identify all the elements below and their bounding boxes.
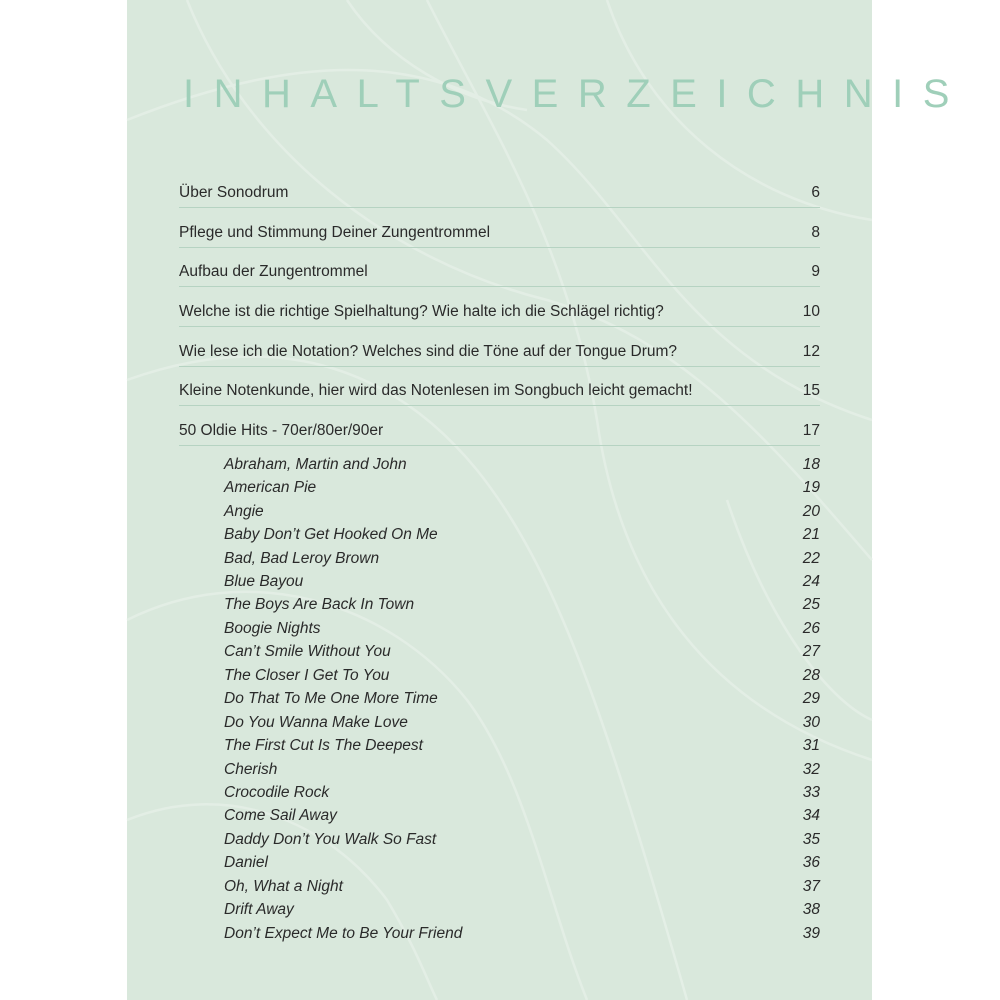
song-title: Don’t Expect Me to Be Your Friend bbox=[224, 924, 463, 942]
song-title: Do You Wanna Make Love bbox=[224, 713, 408, 731]
song-page: 19 bbox=[802, 479, 820, 497]
song-title: Bad, Bad Leroy Brown bbox=[224, 549, 380, 567]
toc-entry-label: Über Sonodrum bbox=[179, 184, 289, 201]
song-page: 30 bbox=[802, 713, 820, 731]
toc-entry[interactable] bbox=[179, 257, 820, 287]
toc-entry[interactable] bbox=[179, 218, 820, 248]
song-entry[interactable] bbox=[179, 570, 820, 593]
toc-entry-label: Pflege und Stimmung Deiner Zungentrommel bbox=[179, 223, 491, 241]
page-title: INHALTSVERZEICHNIS bbox=[183, 72, 969, 116]
song-entry[interactable] bbox=[179, 922, 820, 945]
toc-entry-label: Wie lese ich die Notation? Welches sind die Töne auf der Tongue Drum? bbox=[179, 342, 678, 360]
song-title: Boogie Nights bbox=[224, 619, 321, 637]
song-entry[interactable] bbox=[179, 781, 820, 804]
toc-entry[interactable] bbox=[179, 297, 820, 327]
song-entry[interactable] bbox=[179, 500, 820, 523]
toc-page bbox=[127, 0, 969, 1000]
song-entry[interactable] bbox=[179, 828, 820, 851]
song-page: 32 bbox=[802, 760, 820, 778]
toc-entry[interactable] bbox=[179, 376, 820, 406]
song-title: Angie bbox=[224, 502, 264, 520]
song-page: 20 bbox=[802, 502, 820, 520]
song-title: Can’t Smile Without You bbox=[224, 643, 391, 661]
song-page: 33 bbox=[802, 783, 820, 801]
song-page: 25 bbox=[802, 596, 820, 614]
song-entry[interactable] bbox=[179, 711, 820, 734]
song-entry[interactable] bbox=[179, 453, 820, 476]
song-entry[interactable] bbox=[179, 664, 820, 687]
song-page: 28 bbox=[802, 666, 820, 684]
song-page: 29 bbox=[802, 690, 820, 708]
song-page: 36 bbox=[802, 854, 820, 872]
toc-entry-page: 8 bbox=[811, 223, 820, 241]
song-page: 37 bbox=[802, 877, 820, 895]
song-page: 31 bbox=[802, 737, 820, 755]
song-page: 27 bbox=[802, 643, 820, 661]
song-title: Cherish bbox=[224, 760, 278, 778]
song-entry[interactable] bbox=[179, 875, 820, 898]
song-title: Crocodile Rock bbox=[224, 783, 330, 801]
song-entry[interactable] bbox=[179, 617, 820, 640]
song-page: 24 bbox=[802, 573, 820, 590]
song-page: 26 bbox=[802, 619, 820, 637]
toc-entry-page: 6 bbox=[811, 184, 820, 201]
table-of-contents bbox=[179, 178, 820, 945]
song-entry[interactable] bbox=[179, 593, 820, 616]
song-entry[interactable] bbox=[179, 687, 820, 710]
song-title: Baby Don’t Get Hooked On Me bbox=[224, 526, 438, 544]
song-title: The Closer I Get To You bbox=[224, 666, 390, 684]
toc-entry-label: 50 Oldie Hits - 70er/80er/90er bbox=[179, 422, 384, 440]
toc-entry-page: 12 bbox=[802, 342, 820, 360]
song-title: Abraham, Martin and John bbox=[224, 455, 407, 473]
song-title: The Boys Are Back In Town bbox=[224, 596, 415, 614]
toc-entry-label: Kleine Notenkunde, hier wird das Notenlesen im Songbuch leicht gemacht! bbox=[179, 382, 693, 400]
toc-entry-page: 9 bbox=[811, 263, 820, 281]
song-page: 38 bbox=[802, 901, 820, 919]
song-page: 35 bbox=[802, 830, 820, 848]
song-entry[interactable] bbox=[179, 640, 820, 663]
song-entry[interactable] bbox=[179, 476, 820, 499]
toc-entry-page: 17 bbox=[802, 422, 820, 440]
song-title: Drift Away bbox=[224, 901, 294, 919]
song-entry[interactable] bbox=[179, 804, 820, 827]
song-entry[interactable] bbox=[179, 523, 820, 546]
toc-entry[interactable] bbox=[179, 337, 820, 367]
song-entry[interactable] bbox=[179, 898, 820, 921]
song-entry[interactable] bbox=[179, 758, 820, 781]
song-title: Daniel bbox=[224, 854, 268, 872]
song-entry[interactable] bbox=[179, 734, 820, 757]
song-title: American Pie bbox=[224, 479, 317, 497]
song-title: Blue Bayou bbox=[224, 573, 304, 590]
song-page: 22 bbox=[802, 549, 820, 567]
toc-entry[interactable] bbox=[179, 416, 820, 446]
song-page: 39 bbox=[802, 924, 820, 942]
toc-entry-label: Aufbau der Zungentrommel bbox=[179, 263, 368, 281]
song-title: Do That To Me One More Time bbox=[224, 690, 438, 708]
song-page: 34 bbox=[802, 807, 820, 825]
song-title: Come Sail Away bbox=[224, 807, 337, 825]
toc-entry-page: 15 bbox=[802, 382, 820, 400]
song-entry[interactable] bbox=[179, 851, 820, 874]
song-title: The First Cut Is The Deepest bbox=[224, 737, 423, 755]
toc-entry-page: 10 bbox=[802, 303, 820, 321]
toc-entry-label: Welche ist die richtige Spielhaltung? Wie halte ich die Schlägel richtig? bbox=[179, 303, 664, 321]
toc-entry[interactable] bbox=[179, 178, 820, 208]
song-title: Oh, What a Night bbox=[224, 877, 343, 895]
song-page: 18 bbox=[802, 455, 820, 473]
song-page: 21 bbox=[802, 526, 820, 544]
song-entry[interactable] bbox=[179, 547, 820, 570]
song-title: Daddy Don’t You Walk So Fast bbox=[224, 830, 437, 848]
